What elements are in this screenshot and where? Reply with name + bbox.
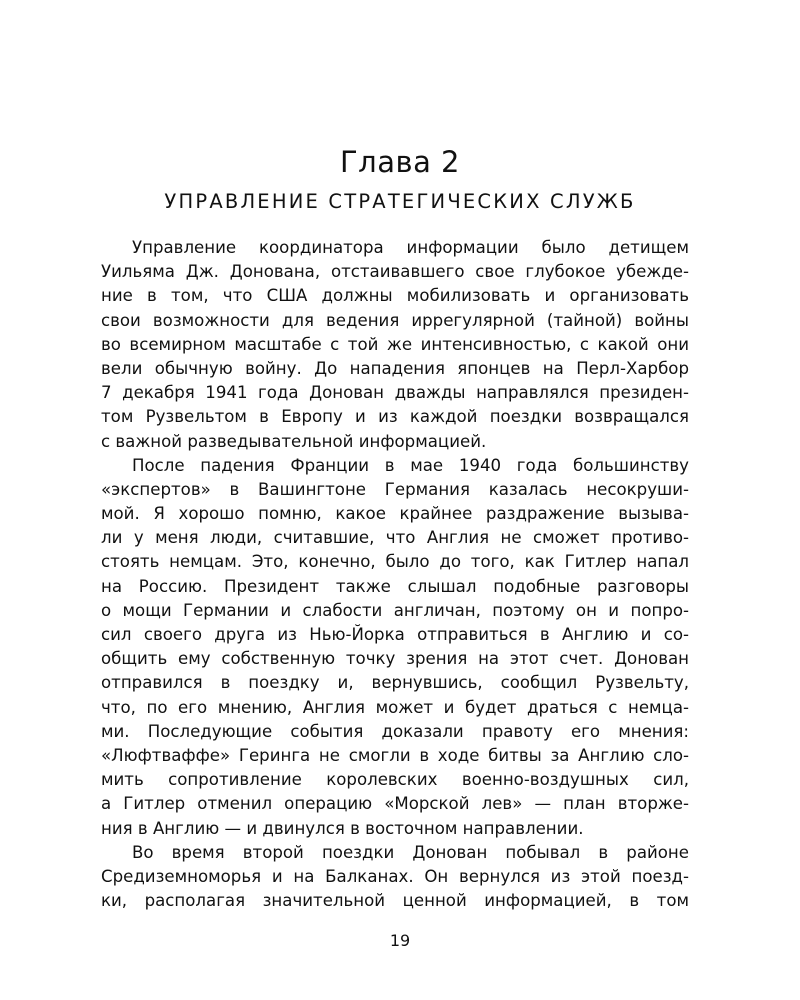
text-line: ние в том, что США должны мобилизовать и организовать xyxy=(101,286,689,306)
text-line: свои возможности для ведения иррегулярной (тайной) войны xyxy=(101,310,689,330)
page-number: 19 xyxy=(389,931,411,950)
text-line: ми. Последующие события доказали правоту его мнения: xyxy=(101,721,689,741)
text-line: с важной разведывательной информацией. xyxy=(101,431,487,451)
text-line: «экспертов» в Вашингтоне Германия казалась несокруши- xyxy=(101,479,689,499)
text-line: во всемирном масштабе с той же интенсивностью, с какой они xyxy=(101,334,689,354)
text-line: а Гитлер отменил операцию «Морской лев» — план вторже- xyxy=(101,794,689,814)
text-line: общить ему собственную точку зрения на этот счет. Донован xyxy=(101,649,689,669)
text-line: на Россию. Президент также слышал подобные разговоры xyxy=(101,576,689,596)
text-line: том Рузвельтом в Европу и из каждой поездки возвращался xyxy=(101,407,689,427)
text-line: мить сопротивление королевских военно-воздушных сил, xyxy=(101,770,689,790)
text-line: Средиземноморья и на Балканах. Он вернулся из этой поезд- xyxy=(101,866,689,886)
text-line: вели обычную войну. До нападения японцев на Перл-Харбор xyxy=(101,358,689,378)
text-line: о мощи Германии и слабости англичан, поэтому он и попро- xyxy=(101,600,689,620)
text-line: ния в Англию — и двинулся в восточном направлении. xyxy=(101,818,584,838)
chapter-title: Глава 2 xyxy=(339,145,461,179)
text-line: мой. Я хорошо помню, какое крайнее раздражение вызыва- xyxy=(101,504,689,524)
text-line: отправился в поездку и, вернувшись, сообщил Рузвельту, xyxy=(101,673,689,693)
text-line: Во время второй поездки Донован побывал в районе xyxy=(132,842,689,862)
text-line: ли у меня люди, считавшие, что Англия не сможет противо- xyxy=(101,528,689,548)
text-line: Уильяма Дж. Донована, отстаивавшего свое глубокое убежде- xyxy=(101,262,689,282)
body-text xyxy=(101,236,689,913)
text-line: Управление координатора информации было детищем xyxy=(132,238,689,257)
text-line: стоять немцам. Это, конечно, было до того, как Гитлер напал xyxy=(101,552,689,572)
text-line: сил своего друга из Нью-Йорка отправиться в Англию и со- xyxy=(101,625,689,644)
chapter-subtitle: УПРАВЛЕНИЕ СТРАТЕГИЧЕСКИХ СЛУЖБ xyxy=(164,190,636,213)
text-line: «Люфтваффе» Геринга не смогли в ходе битвы за Англию сло- xyxy=(101,745,689,765)
text-line: ки, располагая значительной ценной информацией, в том xyxy=(101,891,689,911)
text-line: После падения Франции в мае 1940 года большинству xyxy=(132,455,689,475)
text-line: 7 декабря 1941 года Донован дважды направлялся президен- xyxy=(101,383,689,403)
text-line: что, по его мнению, Англия может и будет драться с немца- xyxy=(101,697,689,717)
